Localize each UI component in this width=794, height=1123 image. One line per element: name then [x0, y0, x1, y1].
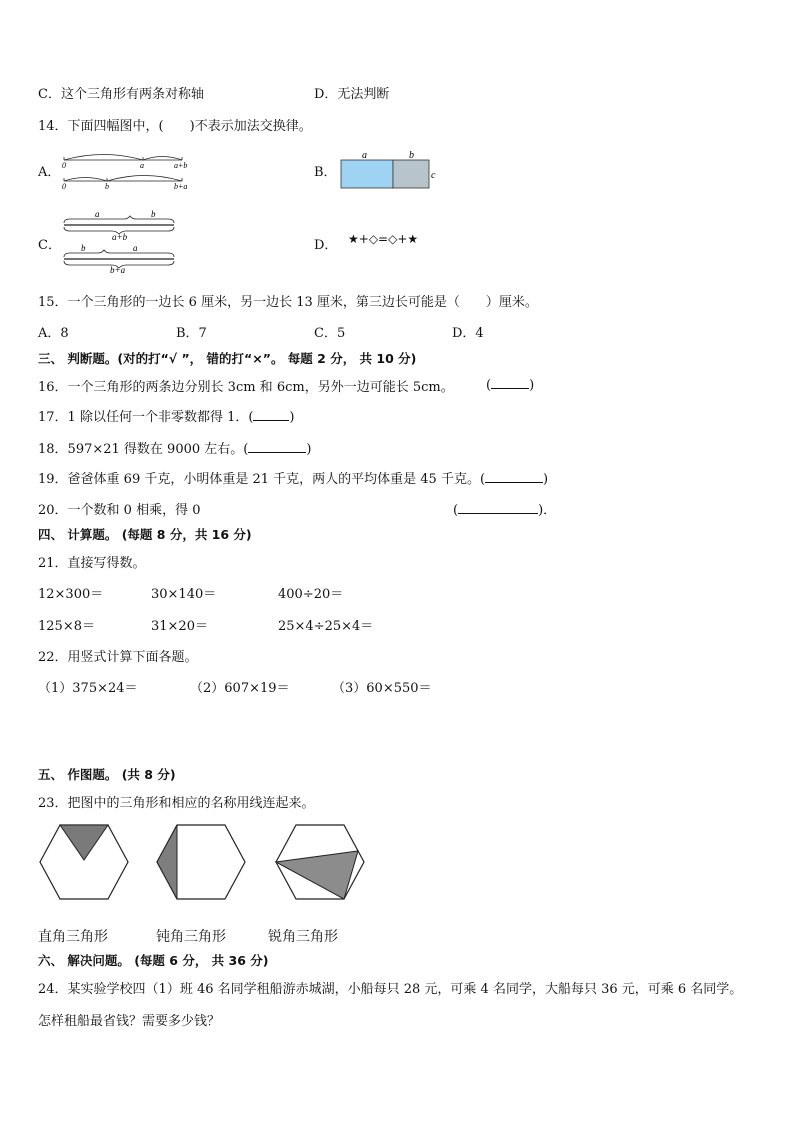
q15-option-d: D．4: [452, 326, 484, 341]
q15-stem-pre: 15．一个三角形的一边长 6 厘米，另一边长 13 厘米，第三边长可能是（: [38, 295, 460, 310]
q14-figure-d: ★+◇=◇+★: [348, 232, 419, 246]
fig-c-bot-b: b: [81, 243, 86, 253]
q21-stem: 21．直接写得数。: [38, 556, 146, 571]
q19-paren-right: ): [543, 472, 549, 487]
q20-paren-right: )．: [538, 503, 557, 518]
q20-paren-left: (: [453, 503, 459, 518]
section-5-title: 五、 作图题。 (共 8 分): [38, 767, 176, 782]
q19-text: 19．爸爸体重 69 千克，小明体重是 21 千克，两人的平均体重是 45 千克。(: [38, 472, 486, 487]
q23-name-right: 直角三角形: [38, 929, 108, 945]
q17-text: 17．1 除以任何一个非零数都得 1．(: [38, 410, 254, 425]
q16-paren-left: (: [486, 378, 492, 393]
q18-text: 18．597×21 得数在 9000 左右。(: [38, 442, 249, 457]
q14-stem-post: )不表示加法交换律。: [189, 119, 312, 134]
q17-paren-right: ): [289, 410, 295, 425]
q14-figure-c: [62, 206, 182, 276]
q14-option-d: D．: [314, 238, 338, 253]
q21-r1-c3: 400÷20＝: [278, 587, 344, 602]
q23-name-obtuse: 钝角三角形: [156, 929, 226, 945]
q14-stem: [38, 115, 312, 134]
q15-stem: [38, 291, 538, 310]
q14-option-c: C．: [38, 238, 61, 253]
fig-c-top-sum: a+b: [112, 232, 128, 242]
q21-r1-c2: 30×140＝: [151, 587, 217, 602]
rect-a: [341, 160, 393, 188]
q21-r1-c1: 12×300＝: [38, 587, 104, 602]
q23-name-acute: 锐角三角形: [268, 929, 338, 945]
fig-b-label-a: a: [362, 150, 367, 161]
q13-option-d: D．无法判断: [314, 87, 390, 102]
q14-stem-pre: 14．下面四幅图中，(: [38, 119, 164, 134]
section-6-title: 六、 解决问题。 (每题 6 分， 共 36 分): [38, 953, 269, 968]
rect-b: [393, 160, 429, 188]
q24-line-1: 24．某实验学校四（1）班 46 名同学租船游赤城湖，小船每只 28 元，可乘 4 名同学，大船每只 36 元，可乘 6 名同学。: [38, 982, 743, 997]
fig-a-label-b: b: [105, 182, 109, 191]
fig-c-bot-a: a: [133, 243, 138, 253]
q16-answer: [486, 376, 534, 393]
shaded-obtuse-triangle: [157, 825, 177, 899]
fig-b-label-c: c: [431, 170, 436, 181]
fig-a-label-bpa: b+a: [174, 182, 188, 191]
hexagon-figure-3: [274, 823, 366, 901]
q22-item-1: （1）375×24＝: [38, 681, 138, 696]
q19: [38, 468, 548, 487]
fig-a-label-a: a: [140, 161, 144, 170]
fig-a-label-0: 0: [62, 161, 66, 170]
q22-item-3: （3）60×550＝: [332, 681, 432, 696]
q18: [38, 438, 311, 457]
q16-paren-right: ): [529, 378, 535, 393]
q14-figure-a: [62, 148, 202, 192]
section-4-title: 四、 计算题。 (每题 8 分，共 16 分): [38, 527, 252, 542]
q14-option-a: A．: [38, 165, 61, 180]
fig-c-top-a: a: [95, 209, 100, 219]
q14-figure-b: [340, 148, 450, 192]
hexagon-figure-2: [155, 823, 247, 901]
q15-option-c: C．5: [314, 326, 346, 341]
q24-line-2: 怎样租船最省钱？需要多少钱？: [38, 1014, 221, 1029]
q15-option-b: B．7: [176, 326, 207, 341]
q15-stem-post: ）厘米。: [485, 295, 538, 310]
q18-paren-right: ): [306, 442, 312, 457]
fig-a-label-0b: 0: [62, 182, 66, 191]
q20-text: 20．一个数和 0 相乘，得 0: [38, 503, 201, 518]
q20-answer: [453, 499, 556, 518]
fig-b-label-b: b: [409, 150, 414, 161]
section-3-title: 三、 判断题。(对的打“√ ”， 错的打“×”。 每题 2 分， 共 10 分): [38, 351, 417, 366]
q22-item-2: （2）607×19＝: [190, 681, 290, 696]
q21-r2-c1: 125×8＝: [38, 619, 95, 634]
q14-option-b: B．: [314, 165, 337, 180]
q21-r2-c2: 31×20＝: [151, 619, 208, 634]
hexagon-figure-1: [38, 823, 130, 901]
q16-text: 16．一个三角形的两条边分别长 3cm 和 6cm，另外一边可能长 5cm。: [38, 380, 454, 395]
q17: [38, 406, 295, 425]
fig-c-top-b: b: [151, 209, 156, 219]
fig-c-bot-sum: b+a: [110, 265, 126, 275]
fig-a-label-apb: a+b: [174, 161, 188, 170]
q22-stem: 22．用竖式计算下面各题。: [38, 650, 198, 665]
q23-stem: 23．把图中的三角形和相应的名称用线连起来。: [38, 796, 315, 811]
q15-option-a: A．8: [38, 326, 69, 341]
q21-r2-c3: 25×4÷25×4＝: [278, 619, 374, 634]
q13-option-c: C．这个三角形有两条对称轴: [38, 87, 204, 102]
